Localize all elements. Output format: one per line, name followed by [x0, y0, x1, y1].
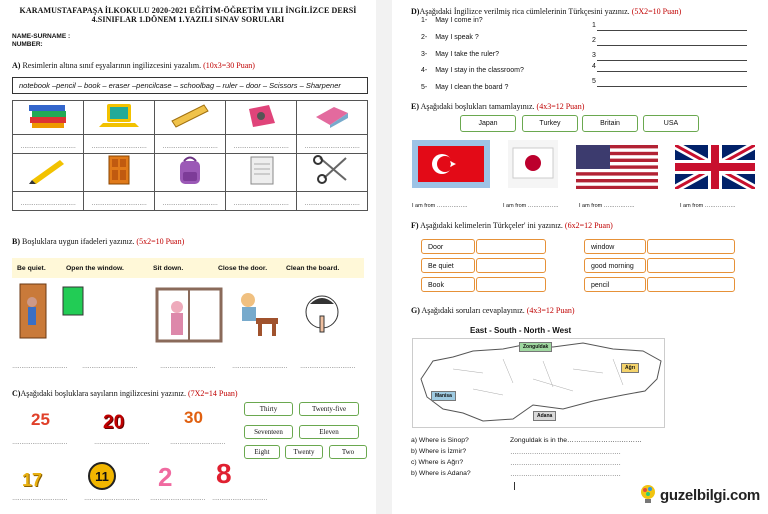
answer-number-3: 3	[592, 52, 596, 59]
section-g-points: (4x3=12 Puan)	[526, 306, 575, 315]
iam-from-text: I am from	[680, 203, 704, 209]
uk-flag-icon	[675, 145, 755, 189]
notebook-icon	[226, 154, 297, 192]
section-a-points: (10x3=30 Puan)	[203, 61, 255, 70]
schoolbag-icon	[155, 154, 226, 192]
section-a-title	[12, 61, 255, 70]
answer-line[interactable]: …………………………	[226, 192, 297, 211]
question-izmir: b) Where is İzmir?	[411, 448, 467, 455]
request-4	[421, 67, 524, 74]
ruler-icon	[155, 101, 226, 135]
word-window: window	[584, 239, 646, 254]
answer-line-3[interactable]	[597, 60, 747, 61]
word-eight: Eight	[244, 445, 280, 459]
section-b-points-unit: Puan)	[165, 237, 185, 246]
answer-line[interactable]: …………………………	[170, 440, 225, 446]
scissors-icon	[297, 154, 368, 192]
request-number: 2-	[421, 34, 428, 41]
text-cursor	[514, 482, 515, 490]
answer-line[interactable]: …………………………	[226, 135, 297, 154]
number-25-image: 25	[31, 410, 50, 429]
section-e-title	[411, 102, 584, 111]
door-icon	[84, 154, 155, 192]
request-text: May I come in?	[435, 17, 483, 24]
section-b-points: (5x2=10	[136, 237, 164, 246]
command-be-quiet: Be quiet.	[17, 265, 46, 272]
section-b-title	[12, 237, 184, 246]
answer-line[interactable]: …………………………	[13, 192, 84, 211]
section-d-title	[411, 7, 681, 16]
answer-line[interactable]: …………………………	[155, 192, 226, 211]
iam-from-text: I am from	[579, 203, 603, 209]
iam-from-text: I am from	[503, 203, 527, 209]
section-c-points: (7X2=14 Puan)	[187, 389, 238, 398]
answer-line[interactable]: …………………………	[12, 364, 67, 370]
iam-from-blank[interactable]: ……………..	[436, 203, 468, 209]
eraser-icon	[297, 101, 368, 135]
answer-line[interactable]: …………………………	[160, 364, 215, 370]
answer-number-5: 5	[592, 78, 596, 85]
iam-from-4	[680, 203, 735, 209]
map-label-manisa: Manisa	[431, 391, 456, 401]
section-g-label: G)	[411, 306, 420, 315]
answer-line[interactable]: …………………………	[12, 496, 67, 502]
answer-line[interactable]: …………………………	[232, 364, 287, 370]
command-open-window: Open the window.	[66, 265, 124, 272]
answer-line[interactable]: …………………………	[155, 135, 226, 154]
directions-label: East - South - North - West	[470, 326, 572, 335]
country-turkey: Turkey	[522, 115, 578, 132]
request-text: May I clean the board ?	[435, 84, 509, 91]
word-good-morning: good morning	[584, 258, 646, 273]
sit-down-scene-icon	[228, 290, 288, 340]
number-30-image: 30	[184, 408, 203, 427]
translation-box[interactable]	[647, 277, 735, 292]
country-japan: Japan	[460, 115, 516, 132]
books-icon	[13, 101, 84, 135]
commands-bar	[12, 258, 364, 278]
answer-number-1: 1	[592, 22, 596, 29]
section-b-text: Boşluklara uygun ifadeleri yazınız.	[22, 237, 135, 246]
section-e-points: (4x3=12 Puan)	[536, 102, 585, 111]
section-g-title	[411, 306, 575, 315]
answer-line[interactable]: …………………………	[13, 135, 84, 154]
request-number: 5-	[421, 84, 428, 91]
question-agri: c) Where is Ağrı?	[411, 459, 464, 466]
answer-line-1[interactable]	[597, 30, 747, 31]
map-label-zonguldak: Zonguldak	[519, 342, 552, 352]
section-f-text: Aşağıdaki kelimelerin Türkçeler' ini yazınız.	[420, 221, 563, 230]
request-text: May I speak ?	[435, 34, 479, 41]
request-3	[421, 51, 499, 58]
section-f-points: (6x2=12 Puan)	[564, 221, 613, 230]
answer-line-izmir[interactable]: ……………………………………………	[510, 449, 621, 456]
command-close-door: Close the door.	[218, 265, 268, 272]
number-2-image: 2	[158, 462, 173, 492]
iam-from-3	[579, 203, 634, 209]
command-sit-down: Sit down.	[153, 265, 184, 272]
iam-from-blank[interactable]: ……………..	[527, 203, 559, 209]
section-f-title	[411, 221, 613, 230]
map-label-adana: Adana	[533, 411, 556, 421]
turkey-map	[412, 338, 665, 428]
number-8-image: 8	[216, 458, 232, 489]
iam-from-2	[503, 203, 558, 209]
request-5	[421, 84, 508, 91]
board-icon	[62, 286, 84, 318]
answer-line[interactable]: …………………………	[82, 364, 137, 370]
question-sinop: a) Where is Sinop?	[411, 437, 469, 444]
request-number: 3-	[421, 51, 428, 58]
japan-flag-icon	[508, 140, 558, 188]
answer-line[interactable]: …………………………	[12, 440, 67, 446]
question-adana: b) Where is Adana?	[411, 470, 471, 477]
translation-box[interactable]	[476, 258, 546, 273]
number-label: NUMBER:	[12, 41, 43, 48]
word-twenty-five: Twenty-five	[299, 402, 359, 416]
answer-line[interactable]: …………………………	[300, 364, 355, 370]
usa-flag-icon	[576, 145, 658, 189]
turkey-flag-icon	[412, 140, 490, 188]
answer-line[interactable]: …………………………	[212, 496, 267, 502]
request-2	[421, 34, 479, 41]
word-two: Two	[329, 445, 367, 459]
exam-header-line1: KARAMUSTAFAPAŞA İLKOKULU 2020-2021 EĞİTİM-ÖĞRETİM YILI İNGİLİZCE DERSİ	[19, 6, 357, 15]
request-number: 1-	[421, 17, 428, 24]
word-book: Book	[421, 277, 475, 292]
watermark: guzelbilgi.com	[660, 487, 760, 504]
section-b-label: B)	[12, 237, 20, 246]
word-thirty: Thirty	[244, 402, 293, 416]
translation-box[interactable]	[476, 239, 546, 254]
section-a-text: Resimlerin altına sınıf eşyalarının ingilizcesini yazalım.	[22, 61, 202, 70]
section-e-text: Aşağıdaki boşlukları tamamlayınız.	[420, 102, 535, 111]
translation-box[interactable]	[476, 277, 546, 292]
section-g-text: Aşağıdaki soruları cevaplayınız.	[421, 306, 525, 315]
word-pencil: pencil	[584, 277, 646, 292]
word-bank: notebook –pencil – book – eraser –pencilcase – schoolbag – ruler – door – Scissors – Sharpener	[12, 77, 368, 94]
section-a-label: A)	[12, 61, 21, 70]
word-twenty: Twenty	[285, 445, 323, 459]
answer-line[interactable]: …………………………	[150, 496, 205, 502]
answer-line[interactable]: …………………………	[84, 496, 139, 502]
laptop-icon	[84, 101, 155, 135]
word-seventeen: Seventeen	[244, 425, 293, 439]
classroom-items-grid	[12, 100, 368, 211]
request-text: May I stay in the classroom?	[435, 67, 524, 74]
answer-line-2[interactable]	[597, 45, 747, 46]
number-11-image: 11	[88, 462, 116, 490]
answer-line[interactable]: …………………………	[94, 440, 149, 446]
answer-line[interactable]: …………………………	[84, 135, 155, 154]
example-answer: Zonguldak is in the……………………………	[510, 437, 642, 444]
command-clean-board: Clean the board.	[286, 265, 340, 272]
section-c-text: Aşağıdaki boşluklara sayıların ingilizcesini yazınız.	[20, 389, 186, 398]
iam-from-1	[412, 203, 467, 209]
section-d-text: Aşağıdaki İngilizce verilmiş rica cümlelerinin Türkçesini yazınız.	[419, 7, 630, 16]
translation-box[interactable]	[647, 258, 735, 273]
answer-line-agri[interactable]: ……………………………………………	[510, 460, 621, 467]
number-17-image: 17	[22, 470, 43, 490]
word-door: Door	[421, 239, 475, 254]
answer-number-4: 4	[592, 63, 596, 70]
word-be-quiet: Be quiet	[421, 258, 475, 273]
request-text: May I take the ruler?	[435, 51, 499, 58]
section-c-title	[12, 389, 238, 398]
request-number: 4-	[421, 67, 428, 74]
iam-from-text: I am from	[412, 203, 436, 209]
section-e-label: E)	[411, 102, 419, 111]
answer-line-adana[interactable]: ……………………………………………	[510, 471, 621, 478]
left-page	[0, 0, 376, 514]
sharpener-icon	[226, 101, 297, 135]
name-label: NAME-SURNAME :	[12, 33, 71, 40]
iam-from-blank[interactable]: ……………..	[603, 203, 635, 209]
quiet-scene-icon	[298, 290, 348, 340]
answer-line[interactable]: …………………………	[297, 192, 368, 211]
answer-line[interactable]: …………………………	[84, 192, 155, 211]
section-d-points: (5X2=10 Puan)	[631, 7, 682, 16]
window-scene-icon	[155, 285, 225, 345]
section-c-label: C)	[12, 389, 21, 398]
translation-box[interactable]	[647, 239, 735, 254]
answer-line-4[interactable]	[597, 71, 747, 72]
section-d-label: D)	[411, 7, 420, 16]
request-1	[421, 17, 483, 24]
country-britain: Britain	[582, 115, 638, 132]
exam-header-line2: 4.SINIFLAR 1.DÖNEM 1.YAZILI SINAV SORULARI	[91, 15, 285, 24]
word-eleven: Eleven	[299, 425, 359, 439]
country-usa: USA	[643, 115, 699, 132]
map-label-agri: Ağrı	[621, 363, 639, 373]
iam-from-blank[interactable]: ……………..	[704, 203, 736, 209]
number-20-image: 20	[103, 412, 125, 433]
door-scene-icon	[12, 280, 62, 342]
answer-line[interactable]: …………………………	[297, 135, 368, 154]
answer-line-5[interactable]	[597, 86, 747, 87]
answer-number-2: 2	[592, 37, 596, 44]
lightbulb-logo-icon	[636, 482, 660, 506]
section-f-label: F)	[411, 221, 419, 230]
pencil-icon	[13, 154, 84, 192]
